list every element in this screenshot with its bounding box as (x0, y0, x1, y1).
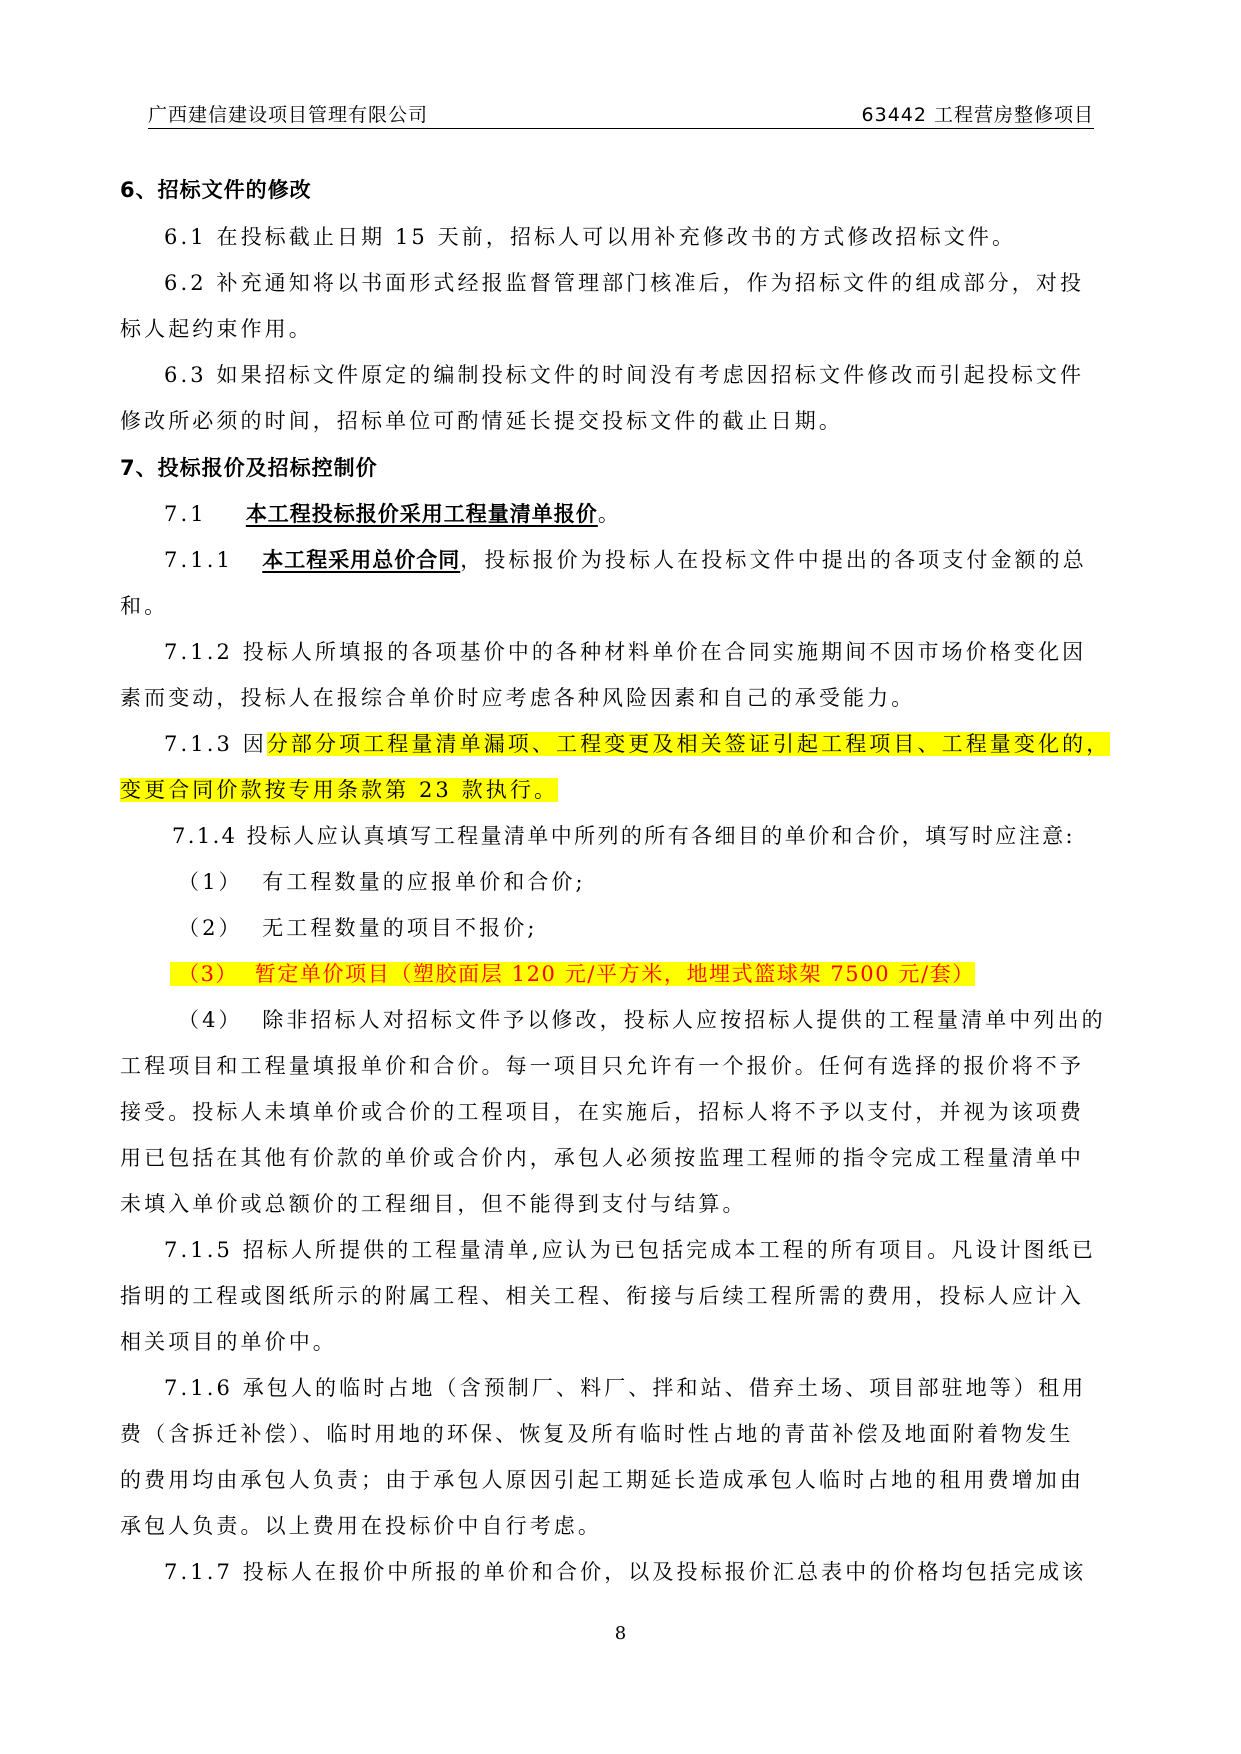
page-number: 8 (614, 1623, 627, 1644)
list-item-4-line4: 用已包括在其他有价款的单价或合价内，承包人必须按监理工程师的指令完成工程量清单中 (120, 1146, 1084, 1170)
para-7-1-6-line1: 7.1.6 承包人的临时占地（含预制厂、料厂、拌和站、借弃土场、项目部驻地等）租用 (164, 1376, 1087, 1400)
para-6-3-line2: 修改所必须的时间，招标单位可酌情延长提交投标文件的截止日期。 (120, 409, 843, 433)
para-6-2-line1: 6.2 补充通知将以书面形式经报监督管理部门核准后，作为招标文件的组成部分，对投 (164, 271, 1085, 295)
header-company: 广西建信建设项目管理有限公司 (148, 104, 429, 126)
para-7-1-5-line2: 指明的工程或图纸所示的附属工程、相关工程、衔接与后续工程所需的费用，投标人应计入 (120, 1284, 1084, 1308)
list-item-2-text: 无工程数量的项目不报价; (262, 916, 538, 940)
para-7-1-1-rest: ，投标报价为投标人在投标文件中提出的各项支付金额的总 (460, 548, 1087, 572)
list-item-3 (170, 959, 975, 989)
list-item-3-number: （3） (170, 962, 238, 986)
para-7-1-3-prefix: 7.1.3 因 (164, 732, 267, 756)
para-6-3-line1: 6.3 如果招标文件原定的编制投标文件的时间没有考虑因招标文件修改而引起投标文件 (164, 363, 1085, 387)
list-item-4-line1 (178, 1005, 1106, 1035)
para-6-1: 6.1 在投标截止日期 15 天前，招标人可以用补充修改书的方式修改招标文件。 (164, 225, 1017, 249)
page-header (148, 98, 1094, 129)
para-7-1-number: 7.1 (164, 502, 207, 526)
list-item-4-line2: 工程项目和工程量填报单价和合价。每一项目只允许有一个报价。任何有选择的报价将不予 (120, 1054, 1084, 1078)
section-7-heading: 7、投标报价及招标控制价 (120, 456, 378, 480)
list-item-4-line3: 接受。投标人未填单价或合价的工程项目，在实施后，招标人将不予以支付，并视为该项费 (120, 1100, 1084, 1124)
para-7-1-3-line2 (120, 775, 558, 805)
section-6-heading: 6、招标文件的修改 (120, 178, 312, 202)
para-7-1-1-emphasis: 本工程采用总价合同 (262, 548, 461, 572)
para-7-1-1-line2: 和。 (120, 594, 169, 618)
para-7-1-1-line1 (164, 545, 1087, 575)
para-7-1-2-line2: 素而变动，投标人在报综合单价时应考虑各种风险因素和自己的承受能力。 (120, 686, 916, 710)
list-item-4-line5: 未填入单价或总额价的工程细目，但不能得到支付与结算。 (120, 1192, 747, 1216)
list-item-3-text: 暂定单价项目（塑胶面层 120 元/平方米，地埋式篮球架 7500 元/套） (254, 962, 975, 986)
highlighted-text: 变更合同价款按专用条款第 23 款执行。 (120, 778, 559, 802)
para-7-1-2-line1: 7.1.2 投标人所填报的各项基价中的各种材料单价在合同实施期间不因市场价格变化因 (164, 640, 1087, 664)
para-7-1 (164, 499, 622, 529)
para-7-1-tail: 。 (597, 502, 622, 526)
para-7-1-emphasis: 本工程投标报价采用工程量清单报价 (245, 502, 598, 526)
list-item-1-number: （1） (178, 870, 243, 894)
list-item-4-number: （4） (178, 1008, 243, 1032)
para-7-1-6-line2: 费（含拆迁补偿）、临时用地的环保、恢复及所有临时性占地的青苗补偿及地面附着物发生 (120, 1422, 1074, 1446)
list-item-1-text: 有工程数量的应报单价和合价; (262, 870, 586, 894)
list-item-4-text: 除非招标人对招标文件予以修改，投标人应按招标人提供的工程量清单中列出的 (262, 1008, 1106, 1032)
para-7-1-3-line1 (164, 729, 1110, 759)
para-7-1-1-number: 7.1.1 (164, 548, 233, 572)
list-item-2-number: （2） (178, 916, 243, 940)
para-7-1-4: 7.1.4 投标人应认真填写工程量清单中所列的所有各细目的单价和合价，填写时应注意: (172, 824, 1075, 848)
para-7-1-5-line3: 相关项目的单价中。 (120, 1330, 337, 1354)
header-project: 63442 工程营房整修项目 (861, 104, 1094, 126)
list-item-1 (178, 867, 586, 897)
para-6-2-line2: 标人起约束作用。 (120, 317, 313, 341)
para-7-1-6-line4: 承包人负责。以上费用在投标价中自行考虑。 (120, 1514, 602, 1538)
highlighted-text: 分部分项工程量清单漏项、工程变更及相关签证引起工程项目、工程量变化的， (266, 732, 1111, 756)
para-7-1-5-line1: 7.1.5 招标人所提供的工程量清单,应认为已包括完成本工程的所有项目。凡设计图纸已 (164, 1238, 1096, 1262)
para-7-1-6-line3: 的费用均由承包人负责；由于承包人原因引起工期延长造成承包人临时占地的租用费增加由 (120, 1468, 1084, 1492)
para-7-1-7-line1: 7.1.7 投标人在报价中所报的单价和合价，以及投标报价汇总表中的价格均包括完成该 (164, 1560, 1087, 1584)
list-item-2 (178, 913, 538, 943)
